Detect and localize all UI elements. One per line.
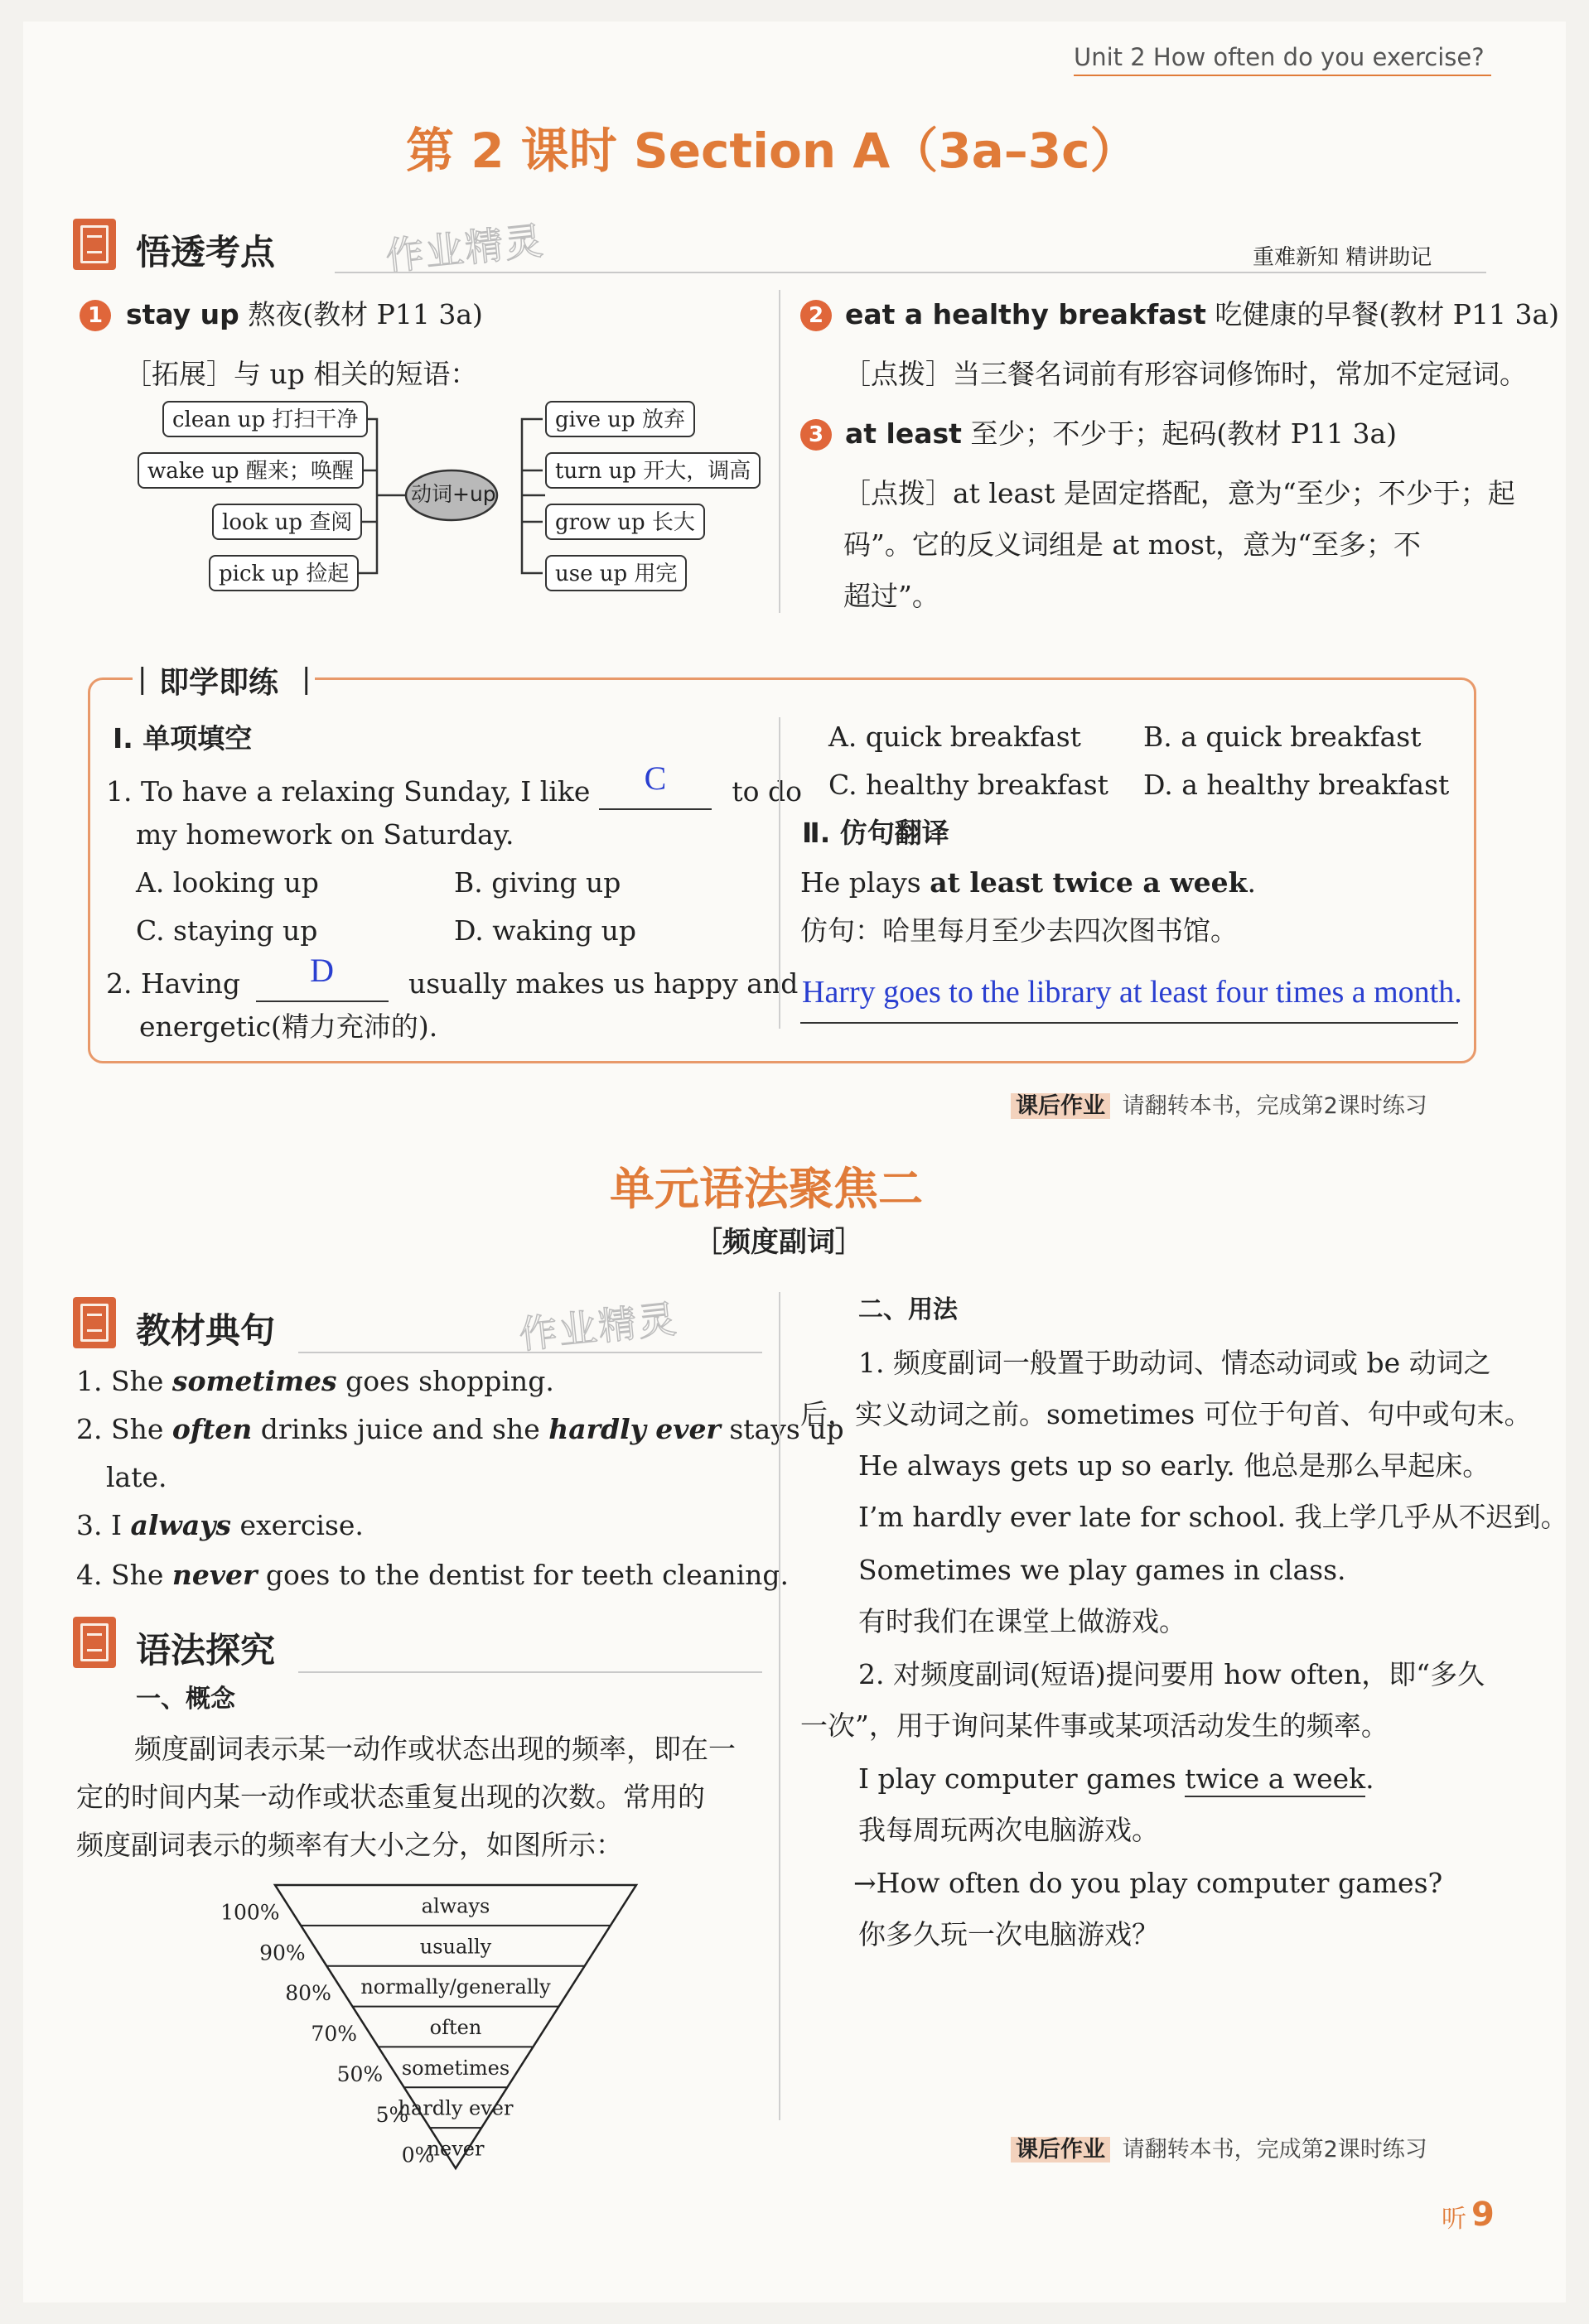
phrase-use-up: use up 用完: [545, 555, 687, 591]
part-1-title: Ⅰ. 单项填空: [113, 722, 253, 755]
q1-answer: C: [644, 759, 667, 797]
pyramid-adverb-label: hardly ever: [398, 2096, 514, 2120]
usage-2-question-cn: 你多久玩一次电脑游戏？: [858, 1918, 1159, 1950]
point-3-tip-line-3: 超过”。: [843, 580, 939, 612]
q2-line-2: energetic(精力充沛的).: [139, 1010, 438, 1043]
pyramid-adverb-label: always: [421, 1894, 490, 1918]
pyramid-percent-label: 5%: [375, 2102, 409, 2127]
point-number-2: 2: [800, 300, 832, 331]
phrase-pick-up: pick up 捡起: [209, 555, 359, 591]
homework-2-text: 请翻转本书，完成第2课时练习: [1122, 2137, 1427, 2162]
pyramid-adverb-label: sometimes: [401, 2056, 510, 2080]
phrase-look-up: look up 查阅: [212, 504, 362, 540]
homework-2: [1011, 2137, 1427, 2163]
pyramid-adverb-label: usually: [419, 1935, 492, 1959]
pyramid-percent-label: 0%: [401, 2143, 435, 2167]
point-2-term: eat a healthy breakfast: [845, 298, 1206, 330]
exercise-title-bar-left: |: [138, 663, 147, 696]
q1-option-c[interactable]: C. staying up: [136, 914, 318, 947]
page-number: 9: [1471, 2196, 1495, 2234]
sentence-1-adverb: sometimes: [171, 1365, 337, 1397]
point-3-source: 至少；不少于；起码(教材 P11 3a): [961, 417, 1398, 450]
usage-1-line-2: 后，实义动词之前。sometimes 可位于句首、句中或句末。: [800, 1398, 1532, 1430]
q1-option-b[interactable]: B. giving up: [454, 866, 621, 899]
example-text-b: .: [1247, 866, 1256, 899]
sentence-2-cont: late.: [106, 1461, 167, 1493]
sentence-2-adverb-2: hardly ever: [548, 1413, 721, 1445]
section-title-sentences: 教材典句: [136, 1310, 276, 1351]
example-text-a: He plays: [800, 866, 930, 899]
q2-option-a[interactable]: A. quick breakfast: [828, 721, 1081, 753]
mindmap-center: 动词+up: [411, 482, 496, 506]
section-tagline: 重难新知 精讲助记: [1253, 245, 1432, 270]
usage-1-example-3-cn: 有时我们在课堂上做游戏。: [858, 1605, 1186, 1637]
homework-2-label: 课后作业: [1011, 2137, 1110, 2162]
point-3-term: at least: [845, 417, 962, 450]
exercise-title-bar-right: |: [302, 663, 312, 696]
phrase-give-up: give up 放弃: [545, 401, 695, 437]
imitate-prompt: 仿句：哈里每月至少去四次图书馆。: [800, 914, 1238, 947]
usage-2-line-2: 一次”，用于询问某件事或某项活动发生的频率。: [800, 1709, 1389, 1742]
pyramid-percent-label: 70%: [311, 2022, 357, 2047]
pyramid-percent-label: 100%: [220, 1900, 280, 1925]
example-bold: at least twice a week: [930, 866, 1248, 899]
phrase-turn-up: turn up 开大，调高: [545, 452, 761, 489]
homework-1-label: 课后作业: [1011, 1093, 1110, 1119]
sentence-3-adverb: always: [130, 1509, 231, 1541]
part-2-title: Ⅱ. 仿句翻译: [802, 817, 949, 849]
section-title-grammar: 语法探究: [136, 1630, 276, 1671]
usage-1-example-1: He always gets up so early. 他总是那么早起床。: [858, 1449, 1490, 1482]
q1-text-b: to do: [732, 775, 803, 808]
point-1-expand: ［拓展］与 up 相关的短语：: [124, 358, 478, 390]
page-mark: 听: [1442, 2205, 1466, 2234]
phrase-wake-up: wake up 醒来；唤醒: [138, 452, 364, 489]
usage-1-example-3: Sometimes we play games in class.: [858, 1554, 1346, 1586]
point-2-source: 吃健康的早餐(教材 P11 3a): [1205, 298, 1560, 330]
point-number-3: 3: [800, 419, 832, 451]
usage-2-example-cn: 我每周玩两次电脑游戏。: [858, 1814, 1159, 1846]
usage-2-example-a: I play computer games: [858, 1762, 1186, 1795]
sentence-2-e: stays up: [720, 1413, 844, 1445]
point-3-tip-line-2: 码”。它的反义词组是 at most，意为“至多；不: [843, 528, 1422, 561]
pyramid-adverb-label: often: [429, 2016, 482, 2039]
concept-line-1: 频度副词表示某一动作或状态出现的频率，即在一: [134, 1733, 736, 1765]
q1-text-a: 1. To have a relaxing Sunday, I like: [106, 775, 591, 808]
point-1-source: 熬夜(教材 P11 3a): [239, 298, 483, 330]
concept-line-2: 定的时间内某一动作或状态重复出现的次数。常用的: [76, 1781, 705, 1813]
q1-option-d[interactable]: D. waking up: [454, 914, 636, 947]
sentence-4-a: 4. She: [76, 1559, 172, 1591]
running-header: Unit 2 How often do you exercise?: [1074, 43, 1485, 71]
q1-option-a[interactable]: A. looking up: [136, 866, 319, 899]
sentence-1-a: 1. She: [76, 1365, 172, 1397]
exercise-title: 即学即练: [159, 666, 279, 700]
sentence-3-c: exercise.: [230, 1509, 364, 1541]
pyramid-percent-label: 50%: [336, 2061, 384, 2086]
q2-option-b[interactable]: B. a quick breakfast: [1143, 721, 1422, 753]
q1-line-2: my homework on Saturday.: [136, 818, 514, 851]
pyramid-percent-label: 80%: [285, 1981, 331, 2006]
concept-line-3: 频度副词表示的频率有大小之分，如图所示：: [76, 1829, 623, 1861]
sentence-2-adverb-1: often: [171, 1413, 253, 1445]
concept-title: 一、概念: [136, 1685, 235, 1714]
grammar-subtitle: ［频度副词］: [694, 1226, 863, 1259]
usage-1-line-1: 1. 频度副词一般置于助动词、情态动词或 be 动词之: [858, 1347, 1491, 1379]
section-title-wutou: 悟透考点: [136, 232, 276, 272]
sentence-1-c: goes shopping.: [336, 1365, 554, 1397]
q2-text-b: usually makes us happy and: [408, 967, 799, 1000]
sentence-4-c: goes to the dentist for teeth cleaning.: [257, 1559, 789, 1591]
watermark-2: 作业精灵: [517, 1296, 680, 1357]
q2-text-a: 2. Having: [106, 967, 241, 1000]
usage-2-example: [858, 1762, 1374, 1797]
point-1-term: stay up: [126, 298, 239, 330]
phrase-clean-up: clean up 打扫干净: [162, 401, 368, 437]
translation-answer[interactable]: Harry goes to the library at least four times a month.: [802, 975, 1462, 1010]
q2-answer: D: [310, 952, 334, 989]
q2-option-d[interactable]: D. a healthy breakfast: [1143, 769, 1450, 801]
usage-2-line-1: 2. 对频度副词(短语)提问要用 how often，即“多久: [858, 1658, 1485, 1690]
sentence-3-a: 3. I: [76, 1509, 131, 1541]
phrase-grow-up: grow up 长大: [545, 504, 705, 540]
point-number-1: 1: [80, 300, 111, 331]
usage-2-example-b: .: [1365, 1762, 1374, 1795]
lesson-title: 第 2 课时 Section A（3a–3c）: [406, 123, 1138, 179]
sentence-4-adverb: never: [171, 1559, 258, 1591]
sentence-2-c: drinks juice and she: [252, 1413, 549, 1445]
watermark: 作业精灵: [384, 218, 547, 279]
sentence-2-a: 2. She: [76, 1413, 172, 1445]
pyramid-adverb-label: normally/generally: [360, 1975, 551, 1999]
usage-2-question: →How often do you play computer games?: [853, 1867, 1443, 1899]
usage-2-example-underlined: twice a week: [1185, 1762, 1365, 1797]
column-divider-bottom: [779, 1292, 780, 2120]
point-2-tip: ［点拨］当三餐名词前有形容词修饰时，常加不定冠词。: [843, 358, 1527, 390]
homework-1-text: 请翻转本书，完成第2课时练习: [1122, 1093, 1427, 1119]
usage-1-example-2: I’m hardly ever late for school. 我上学几乎从不迟到。: [858, 1501, 1568, 1533]
pyramid-percent-label: 90%: [259, 1941, 306, 1965]
usage-title: 二、用法: [858, 1295, 958, 1324]
q2-option-c[interactable]: C. healthy breakfast: [828, 769, 1108, 801]
point-3-tip-line-1: ［点拨］at least 是固定搭配，意为“至少；不少于；起: [843, 477, 1515, 509]
pyramid-adverb-label: never: [427, 2137, 485, 2161]
grammar-title: 单元语法聚焦二: [610, 1163, 923, 1215]
